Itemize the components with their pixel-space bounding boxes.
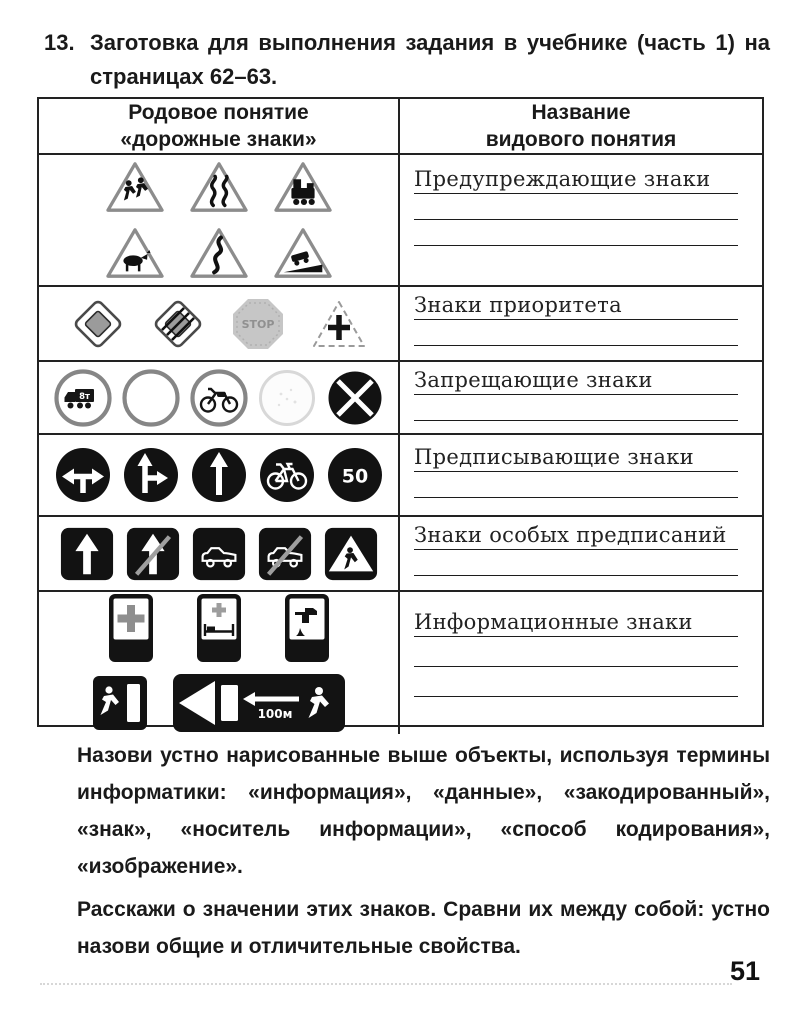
road-signs-table (37, 97, 764, 727)
scan-artifact-line (40, 983, 732, 985)
category-label: Информационные знаки (414, 610, 738, 637)
information-signs-cell (39, 592, 400, 734)
category-label: Запрещающие знаки (414, 368, 738, 395)
write-line (414, 395, 738, 421)
sign-minimum-speed-50 (325, 445, 385, 505)
svg-text:8т: 8т (78, 391, 90, 402)
sign-no-motorcycles (189, 368, 249, 428)
sign-straight-ahead (189, 445, 249, 505)
instruction-paragraph-2: Расскажи о значении этих знаков. Сравни их между собой: устно назови общие и отличительные свойства. (77, 898, 770, 958)
task-instructions (77, 737, 770, 971)
sign-straight-or-right (121, 445, 181, 505)
mandatory-signs-cell (39, 435, 400, 517)
sign-main-road (68, 294, 128, 354)
warning-signs-cell (39, 155, 400, 287)
special-name-cell (400, 517, 762, 592)
instruction-paragraph-1: Назови устно нарисованные выше объекты, используя термины информатики: «информация», «данные», «закодированный», «знак», «носитель информации», «способ кодирования», «изображение». (77, 744, 770, 878)
write-line (414, 320, 738, 346)
sign-embankment (272, 225, 334, 281)
category-label: Знаки приоритета (414, 293, 738, 320)
task-heading (44, 26, 770, 94)
svg-text:100м: 100м (257, 707, 292, 721)
table-header-genus: Родовое понятие «дорожные знаки» (39, 99, 400, 155)
information-name-cell (400, 592, 762, 734)
task-number: 13. (44, 30, 75, 55)
write-line (414, 667, 738, 697)
sign-drinking-water (283, 592, 331, 664)
priority-name-cell (400, 287, 762, 362)
priority-signs-cell (39, 287, 400, 362)
category-label: Предписывающие знаки (414, 445, 738, 472)
page-number: 51 (730, 956, 761, 986)
svg-text:STOP: STOP (241, 317, 274, 331)
prohibitory-signs-cell (39, 362, 400, 435)
sign-end-of-main-road (148, 294, 208, 354)
table-header-species: Название видового понятия (400, 99, 762, 155)
sign-winding-road (188, 225, 250, 281)
category-label: Знаки особых предписаний (414, 523, 738, 550)
sign-children-crossing (104, 159, 166, 215)
task-heading-text: Заготовка для выполнения задания в учебнике (часть 1) на страницах 62–63. (90, 30, 770, 89)
write-line (414, 220, 738, 246)
sign-pedestrian-crossing (323, 526, 379, 582)
category-label: Предупреждающие знаки (414, 167, 738, 194)
sign-slippery-road (188, 159, 250, 215)
sign-no-entry-blank (121, 368, 181, 428)
sign-end-motor-road (257, 526, 313, 582)
mandatory-name-cell (400, 435, 762, 517)
write-line (414, 194, 738, 220)
sign-railway-crossing (272, 159, 334, 215)
sign-cattle-crossing (104, 225, 166, 281)
sign-motor-road (191, 526, 247, 582)
sign-one-way (59, 526, 115, 582)
sign-cycle-path (257, 445, 317, 505)
sign-no-trucks (53, 368, 113, 428)
sign-emergency-exit (91, 674, 149, 732)
svg-text:50: 50 (341, 465, 368, 488)
write-line (414, 637, 738, 667)
write-line (414, 550, 738, 576)
sign-faded (257, 368, 317, 428)
sign-end-one-way (125, 526, 181, 582)
sign-hospital (195, 592, 243, 664)
warning-name-cell (400, 155, 762, 287)
sign-no-stopping (325, 368, 385, 428)
sign-turn-left-or-right (53, 445, 113, 505)
sign-stop-faded (228, 294, 288, 354)
sign-minor-road-crossing (308, 296, 370, 352)
sign-exit-direction-100m (171, 672, 347, 734)
write-line (414, 472, 738, 498)
sign-first-aid (107, 592, 155, 664)
special-signs-cell (39, 517, 400, 592)
prohibitory-name-cell (400, 362, 762, 435)
